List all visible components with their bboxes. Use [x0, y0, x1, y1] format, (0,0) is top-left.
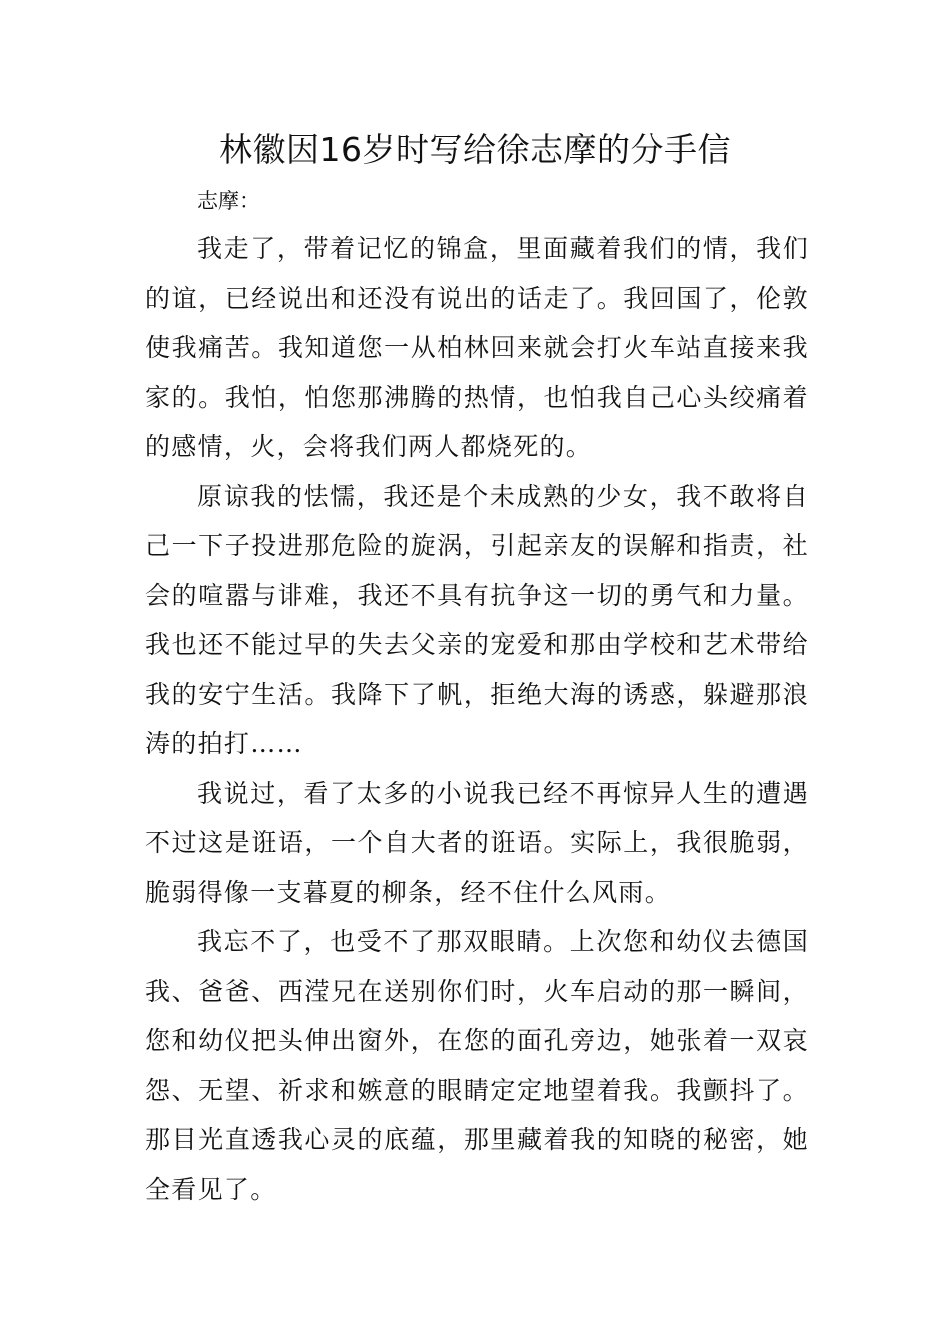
document-title: 林徽因16岁时写给徐志摩的分手信	[219, 130, 731, 169]
paragraph-3: 我说过，看了太多的小说我已经不再惊异人生的遭遇不过这是诳语，一个自大者的诳语。实际上，我很脆弱，脆弱得像一支暮夏的柳条，经不住什么风雨。	[145, 778, 809, 907]
letter-body	[145, 224, 809, 1214]
salutation: 志摩：	[197, 189, 260, 213]
paragraph-4: 我忘不了，也受不了那双眼睛。上次您和幼仪去德国我、爸爸、西滢兄在送别你们时，火车启动的那一瞬间，您和幼仪把头伸出窗外，在您的面孔旁边，她张着一双哀怨、无望、祈求和嫉意的眼睛定定地望着我。我颤抖了。那目光直透我心灵的底蕴，那里藏着我的知晓的秘密，她全看见了。	[145, 927, 809, 1204]
paragraph-2: 原谅我的怯懦，我还是个未成熟的少女，我不敢将自己一下子投进那危险的旋涡，引起亲友的误解和指责，社会的喧嚣与诽难，我还不具有抗争这一切的勇气和力量。我也还不能过早的失去父亲的宠爱和那由学校和艺术带给我的安宁生活。我降下了帆，拒绝大海的诱惑，躲避那浪涛的拍打……	[145, 481, 809, 758]
paragraph-1: 我走了，带着记忆的锦盒，里面藏着我们的情，我们的谊，已经说出和还没有说出的话走了。我回国了，伦敦使我痛苦。我知道您一从柏林回来就会打火车站直接来我家的。我怕，怕您那沸腾的热情，也怕我自己心头绞痛着的感情，火，会将我们两人都烧死的。	[145, 234, 809, 461]
